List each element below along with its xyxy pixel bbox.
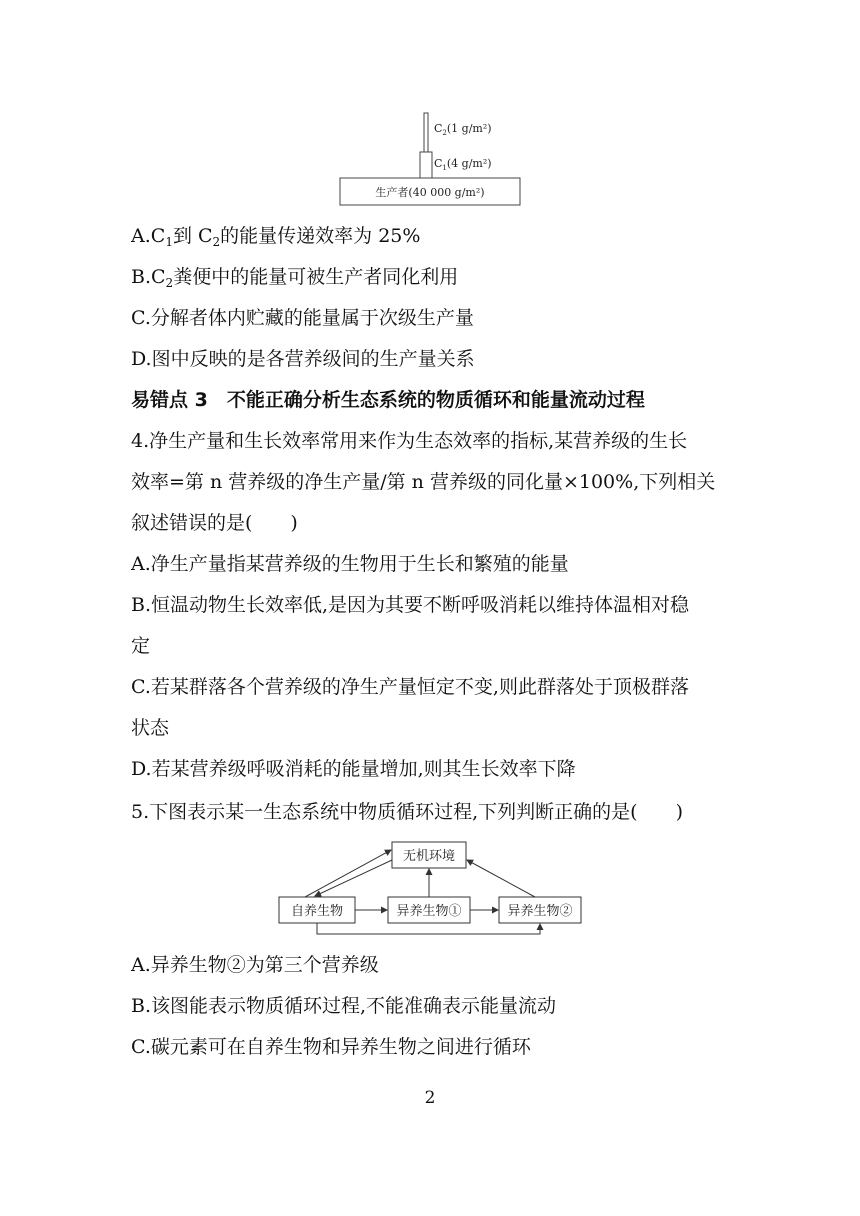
- c2-bar: [424, 113, 428, 152]
- q3-option-a: $A.C_1$到 $C_2$的能量传递效率为 25%: [131, 225, 421, 249]
- svg-text:C1(4 g/m²): [434, 157, 492, 172]
- svg-text:C2(1 g/m²): [434, 122, 492, 137]
- q3-option-b: $B.C_2$粪便中的能量可被生产者同化利用: [131, 266, 459, 290]
- q3-option-c: C.分解者体内贮藏的能量属于次级生产量: [131, 307, 474, 329]
- q4-stem-line-2: 效率=第 n 营养级的净生产量/第 n 营养级的同化量×100%,下列相关: [131, 471, 716, 493]
- q4-option-b-line-2: 定: [131, 635, 151, 657]
- q3-option-d: D.图中反映的是各营养级间的生产量关系: [131, 348, 475, 370]
- arrow-env-to-auto: [315, 860, 392, 896]
- c2-label-sub: 2: [442, 129, 447, 137]
- c2-label: C: [434, 122, 443, 135]
- q4-option-d: D.若某营养级呼吸消耗的能量增加,则其生长效率下降: [131, 758, 576, 780]
- q5-option-c: C.碳元素可在自养生物和异养生物之间进行循环: [131, 1036, 531, 1058]
- q5-option-a: A.异养生物②为第三个营养级: [131, 954, 379, 976]
- c1-label: C: [434, 157, 443, 170]
- page-number: 2: [424, 1088, 436, 1108]
- q4-option-a: A.净生产量指某营养级的生物用于生长和繁殖的能量: [131, 553, 569, 575]
- c2-label-value: (1 g/m²): [446, 122, 492, 135]
- arrow-auto-to-env: [305, 850, 391, 897]
- q4-stem-line-3: 叙述错误的是( ): [131, 512, 298, 534]
- het2-label: 异养生物②: [507, 904, 573, 919]
- c1-bar: [420, 152, 432, 178]
- q4-option-b-line-1: B.恒温动物生长效率低,是因为其要不断呼吸消耗以维持体温相对稳: [131, 594, 690, 616]
- q4-option-c-line-1: C.若某群落各个营养级的净生产量恒定不变,则此群落处于顶极群落: [131, 676, 689, 698]
- het1-label: 异养生物①: [396, 904, 462, 919]
- producer-label: 生产者(40 000 g/m²): [375, 186, 485, 199]
- q4-stem-line-1: 4.净生产量和生长效率常用来作为生态效率的指标,某营养级的生长: [131, 430, 688, 452]
- q5-stem: 5.下图表示某一生态系统中物质循环过程,下列判断正确的是( ): [131, 801, 683, 823]
- material-cycle-diagram: [275, 838, 585, 938]
- q5-option-b: B.该图能表示物质循环过程,不能准确表示能量流动: [131, 995, 557, 1017]
- q4-option-c-line-2: 状态: [131, 717, 170, 739]
- production-pyramid-figure: [330, 110, 530, 210]
- arrow-het2-to-env: [467, 860, 535, 897]
- c1-label-sub: 1: [442, 164, 447, 172]
- env-label: 无机环境: [402, 849, 456, 864]
- section-heading-3: 易错点 3 不能正确分析生态系统的物质循环和能量流动过程: [131, 389, 645, 411]
- auto-label: 自养生物: [290, 904, 344, 919]
- arrow-auto-to-het2: [317, 923, 540, 934]
- c1-label-value: (4 g/m²): [446, 157, 492, 170]
